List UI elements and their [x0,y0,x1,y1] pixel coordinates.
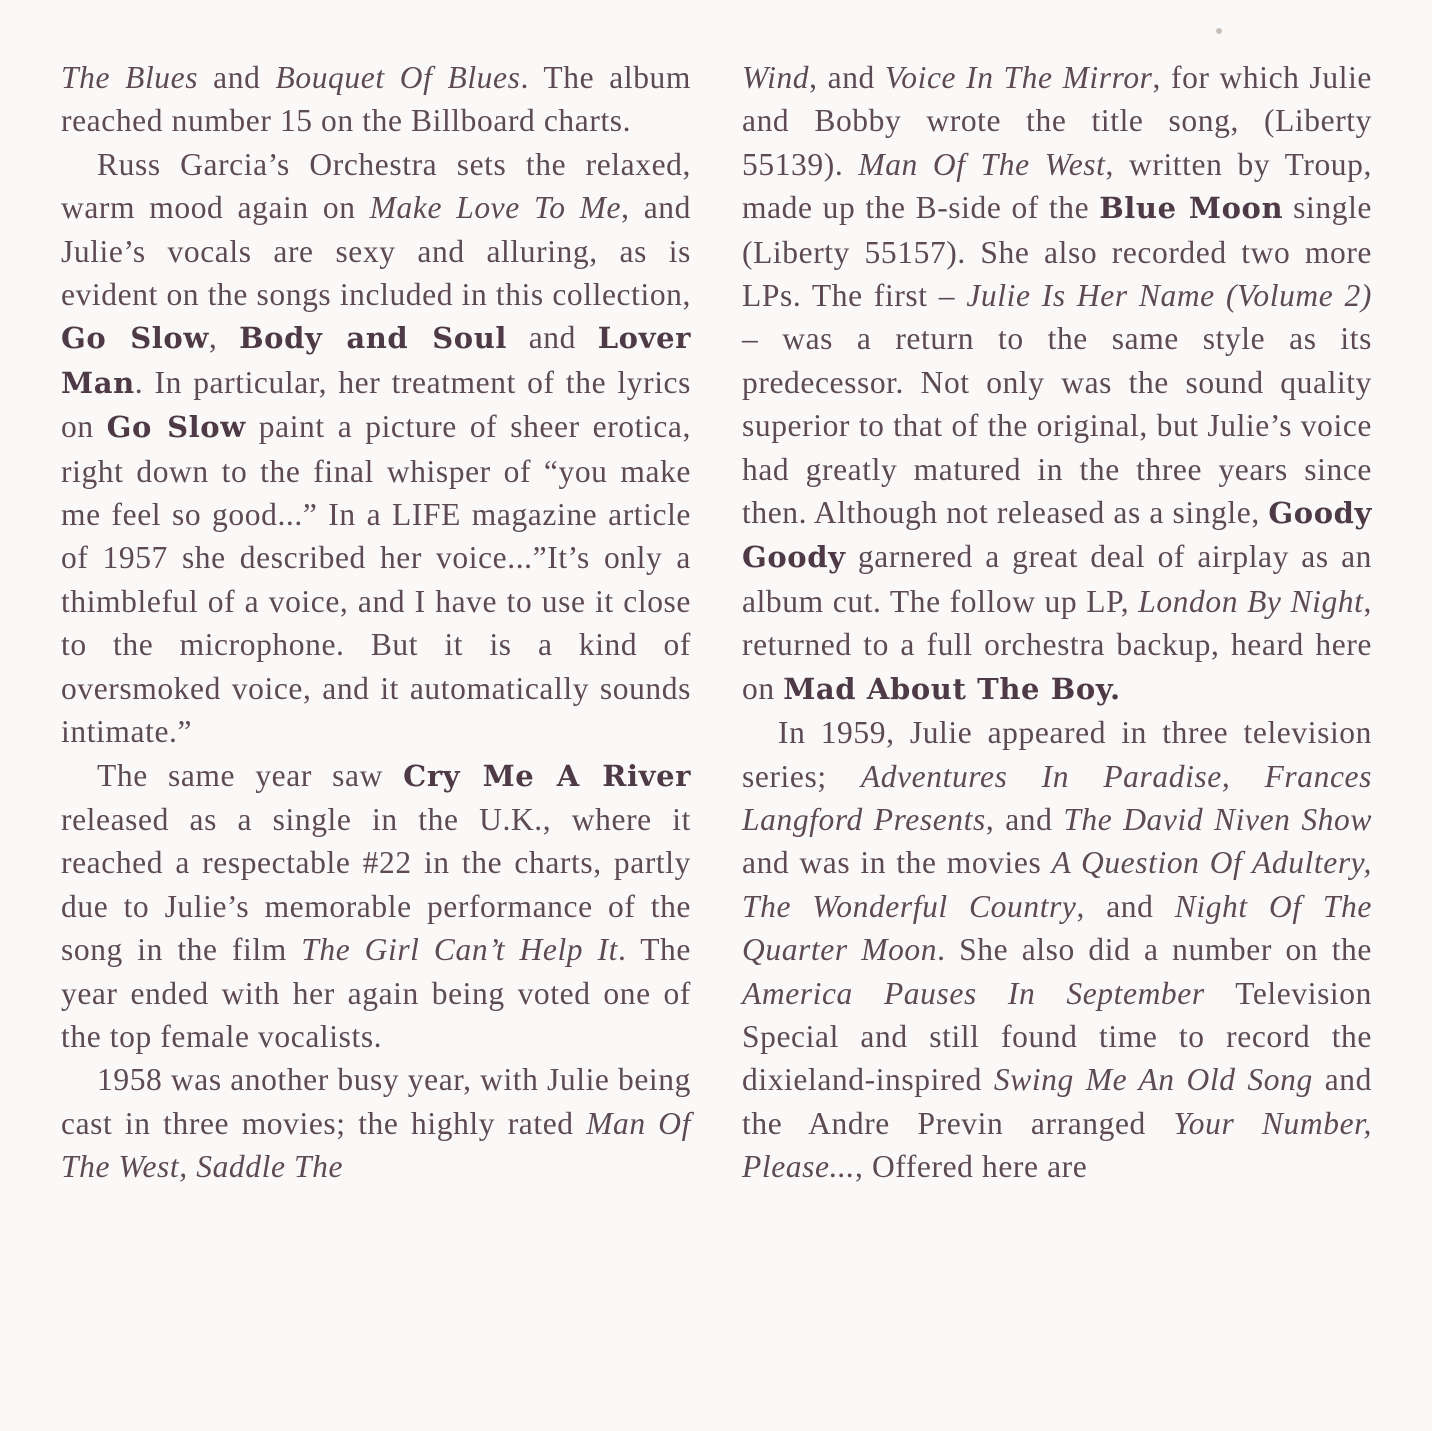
song-title: Lover Man [61,321,692,400]
song-title: Go Slow [106,410,246,445]
body-text: single (Liberty 55157). She also recorded two more LPs. The first – [742,190,1373,314]
body-text: Russ Garcia’s Orchestra sets the relaxed, warm mood again on [61,146,691,226]
body-text: In 1959, Julie appeared in three television series; [742,715,1372,794]
body-text: and [198,60,276,95]
body-text: , and [809,60,885,95]
body-text: . She also did a number on the [937,932,1372,968]
album-title: Swing Me An Old Song [993,1062,1313,1098]
film-title: Night Of The Quarter Moon [742,888,1372,968]
tv-series-title: The David Niven Show [1063,801,1372,837]
body-text: The same year saw [97,757,404,793]
song-title: Go Slow [61,321,209,356]
film-title: Wind [742,60,810,95]
album-title: Bouquet Of Blues [275,60,521,95]
tv-series-title: Adventures In Paradise, Frances Langford Presents [742,758,1372,837]
body-text: . In particular, her treatment of the lyrics on [61,364,691,445]
body-text: garnered a great deal of airplay as an album cut. The follow up LP, [742,539,1372,619]
song-title: Mad About The Boy. [783,671,1121,706]
body-text: and the Andre Previn arranged [742,1062,1372,1141]
film-title: The Girl Can’t Help It [301,932,618,968]
film-title: Voice In The Mirror [884,60,1153,95]
body-text: , Offered here are [855,1149,1088,1185]
paragraph-cry-me-a-river [61,754,691,1059]
print-speck [1216,28,1222,34]
body-text: paint a picture of sheer erotica, right down to the final whisper of “you make me feel so good...” In a LIFE magazine article of 1957 she described her voice...”It’s only a thimbleful of a voice, and I have to use it close to the microphone. But it is a kind of oversmoked voice, and it automatically sounds intimate.” [61,409,691,750]
paragraph-1958 [61,1058,691,1188]
song-title: Cry Me A River [403,758,691,793]
body-text: , for which Julie and Bobby wrote the title song, (Liberty 55139). [742,60,1373,182]
album-title: The Blues [61,60,199,95]
song-title: Goody Goody [742,496,1372,575]
film-title: A Question Of Adultery, The Wonderful Country [742,845,1373,924]
album-title: Your Number, Please... [742,1105,1373,1185]
paragraph-liberty-singles [742,56,1372,711]
body-text: Television Special and still found time to record the dixieland-inspired [742,975,1372,1098]
paragraph-1959 [742,711,1372,1188]
body-text: 1958 was another busy year, with Julie being cast in three movies; the highly rated [61,1062,691,1141]
paragraph-blues-albums [61,56,691,143]
body-text: released as a single in the U.K., where it reached a respectable #22 in the charts, partly due to Julie’s memorable performance of the song in the film [61,801,691,968]
film-title: Man Of The West, Saddle The [61,1105,691,1185]
body-text: , written by Troup, made up the B-side of the [742,146,1372,226]
left-column [61,56,691,1189]
album-title: London By Night [1138,583,1364,619]
body-text: . The album reached number 15 on the Billboard charts. [61,60,691,139]
body-text: . The year ended with her again being voted one of the top female vocalists. [61,932,691,1054]
body-text: , returned to a full orchestra backup, heard here on [742,583,1372,706]
body-text: and [507,320,598,356]
body-text: and was in the movies [742,845,1052,881]
body-text: – was a return to the same style as its predecessor. Not only was the sound quality superior to that of the original, but Julie’s voice had greatly matured in the three years since then. Although not released as a single, [742,321,1372,531]
body-text: , and [985,801,1064,837]
song-title-italic: Man Of The West [858,146,1106,182]
body-text: , [208,320,240,356]
tv-special-title: America Pauses In September [742,975,1205,1011]
album-title: Julie Is Her Name (Volume 2) [966,278,1372,314]
body-text: , and [1076,888,1175,924]
paragraph-make-love-to-me [61,143,691,754]
album-title: Make Love To Me [369,190,622,226]
right-column [742,56,1372,1189]
song-title: Body and Soul [239,321,508,356]
body-text: , and Julie’s vocals are sexy and alluring, as is evident on the songs included in this collection, [61,190,691,313]
song-title: Blue Moon [1099,191,1284,226]
